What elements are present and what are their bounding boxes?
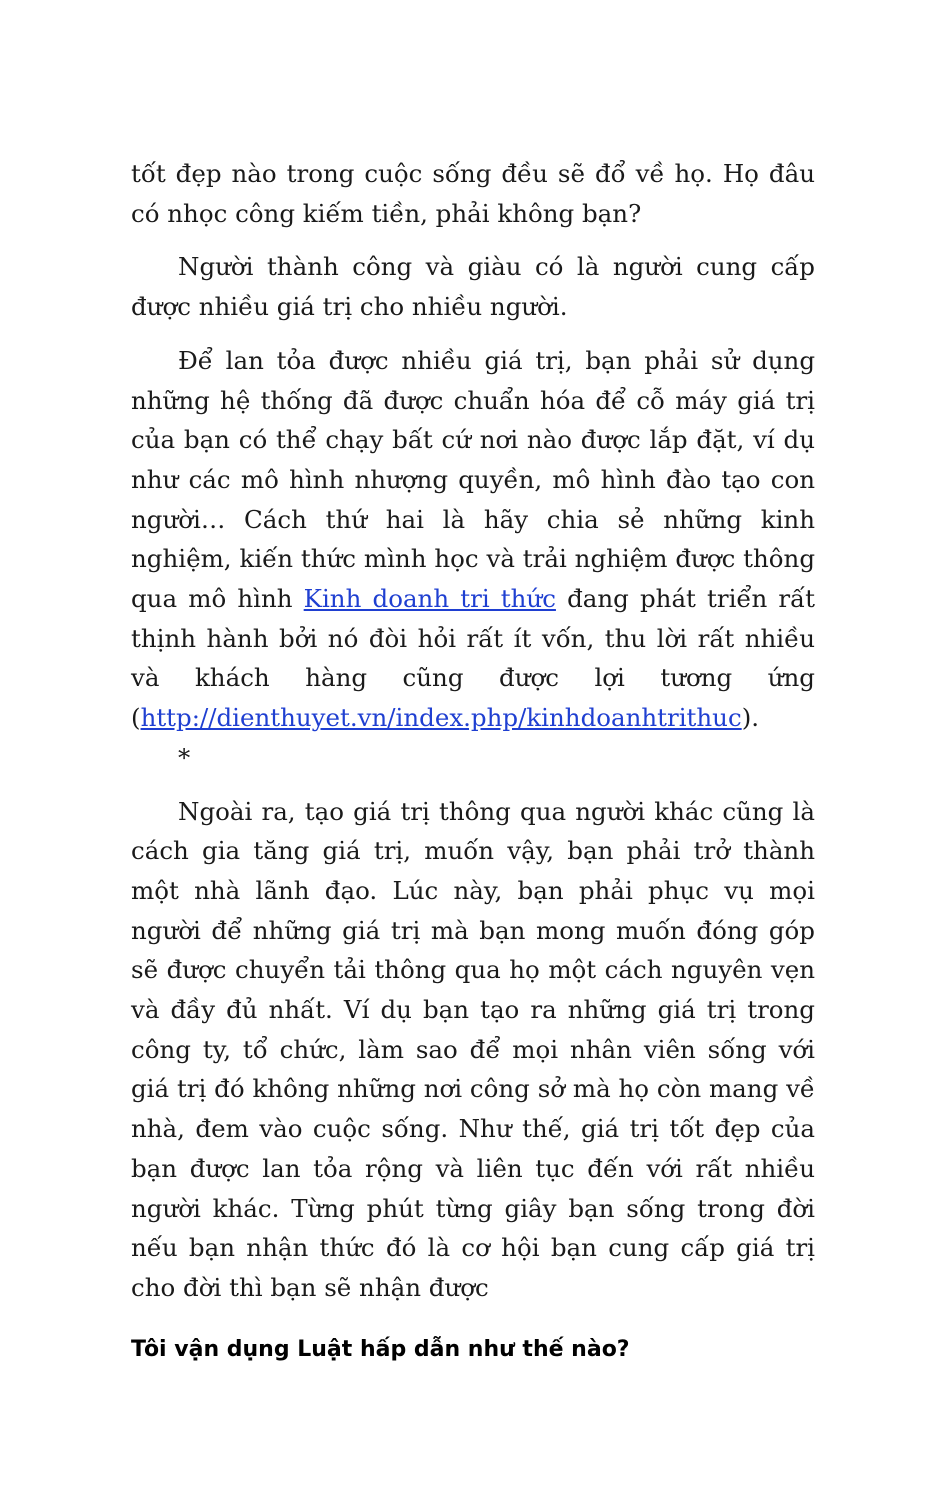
dienthuyet-url-link[interactable]: http://dienthuyet.vn/index.php/kinhdoanhtrithuc [140, 703, 742, 733]
paragraph-closing: ). [741, 703, 760, 733]
paragraph-spread-value [131, 341, 815, 778]
paragraph-successful-people: Người thành công và giàu có là người cung cấp được nhiều giá trị cho nhiều người. [131, 252, 815, 322]
document-body [131, 154, 815, 1322]
knowledge-business-link[interactable]: Kinh doanh tri thức [303, 584, 556, 614]
paragraph-text-before-link: Để lan tỏa được nhiều giá trị, bạn phải sử dụng những hệ thống đã được chuẩn hóa để cỗ máy giá trị của bạn có thể chạy bất cứ nơi nào được lắp đặt, ví dụ như các mô hình nhượng quyền, mô hình đào tạo con người… Cách thứ hai là hãy chia sẻ những kinh nghiệm, kiến thức mình học và trải nghiệm được thông qua mô hình [131, 345, 815, 614]
paragraph-continuation: tốt đẹp nào trong cuộc sống đều sẽ đổ về họ. Họ đâu có nhọc công kiếm tiền, phải không bạn? [131, 159, 815, 228]
section-heading: Tôi vận dụng Luật hấp dẫn như thế nào? [131, 1337, 630, 1362]
asterisk-marker: * [178, 742, 191, 772]
paragraph-text-after-link: đang phát triển rất thịnh hành bởi nó đòi hỏi rất ít vốn, thu lời rất nhiều và khách hàng cũng được lợi tương ứng ( [131, 584, 816, 733]
paragraph-leadership: Ngoài ra, tạo giá trị thông qua người khác cũng là cách gia tăng giá trị, muốn vậy, bạn phải trở thành một nhà lãnh đạo. Lúc này, bạn phải phục vụ mọi người để những giá trị mà bạn mong muốn đóng góp sẽ được chuyển tải thông qua họ một cách nguyên vẹn và đầy đủ nhất. Ví dụ bạn tạo ra những giá trị trong công ty, tổ chức, làm sao để mọi nhân viên sống với giá trị đó không những nơi công sở mà họ còn mang về nhà, đem vào cuộc sống. Như thế, giá trị tốt đẹp của bạn được lan tỏa rộng và liên tục đến với rất nhiều người khác. Từng phút từng giây bạn sống trong đời nếu bạn nhận thức đó là cơ hội bạn cung cấp giá trị cho đời thì bạn sẽ nhận được [131, 796, 815, 1302]
